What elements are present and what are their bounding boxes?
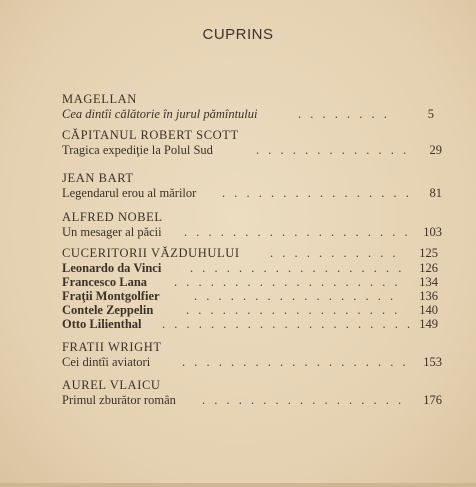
entry-page: 153 [423, 355, 442, 369]
sub-entry-label: Fraţii Montgolfier [62, 289, 160, 303]
entry-line [62, 225, 442, 240]
entry-page: 5 [427, 107, 434, 121]
toc-entry-aurel-vlaicu [62, 378, 442, 408]
sub-entry-label: Francesco Lana [62, 275, 148, 289]
dot-leader: . . . . . . . . . . . . . [256, 143, 410, 157]
sub-entry-label: Otto Lilienthal [62, 317, 142, 331]
entry-subtitle: Cei dintîi aviatori [62, 355, 151, 369]
entry-title: AUREL VLAICU [62, 378, 161, 392]
dot-leader: . . . . . . . . . . . . . . . . . . . [182, 355, 409, 369]
toc-entry-magellan [62, 92, 442, 122]
entry-subtitle: Un mesager al păcii [62, 225, 162, 239]
sub-entry [62, 317, 442, 331]
sub-entry-label: Contele Zeppelin [62, 303, 154, 317]
entry-page: 176 [423, 393, 442, 407]
toc-entry-alfred-nobel [62, 210, 442, 240]
entry-line [62, 355, 442, 370]
entry-title: JEAN BART [62, 171, 134, 185]
toc-entry-jean-bart [62, 171, 442, 201]
entry-title: FRATII WRIGHT [62, 340, 162, 354]
entry-line [62, 393, 442, 408]
entry-title: CĂPITANUL ROBERT SCOTT [62, 128, 239, 142]
sub-entry-label: Leonardo da Vinci [62, 261, 162, 275]
sub-entry-page: 136 [419, 289, 438, 303]
sub-entry [62, 261, 442, 275]
sub-entry-page: 149 [419, 317, 438, 331]
sub-entry [62, 303, 442, 317]
page-bottom-edge [0, 483, 476, 487]
sub-entry-page: 140 [419, 303, 438, 317]
dot-leader: . . . . . . . . . . . . . . . . . [202, 393, 405, 407]
entry-title: MAGELLAN [62, 92, 137, 106]
dot-leader: . . . . . . . . . . . . . . . . . [194, 289, 397, 303]
sub-entry [62, 289, 442, 303]
entry-line [62, 107, 442, 122]
entry-subtitle: Primul zburător român [62, 393, 176, 407]
entry-line [62, 186, 442, 201]
dot-leader: . . . . . . . . . . . . . . . . . . . [184, 225, 411, 239]
sub-entry [62, 275, 442, 289]
dot-leader: . . . . . . . . . . . . . . . . . . [190, 261, 405, 275]
page-heading: CUPRINS [202, 26, 274, 43]
entry-title: CUCERITORII VĂZDUHULUI [62, 246, 240, 260]
toc-entry-fratii-wright [62, 340, 442, 370]
entry-subtitle: Legendarul erou al mărilor [62, 186, 197, 200]
toc-entry-scott [62, 128, 442, 158]
toc-entry-cuceritorii [62, 246, 442, 331]
entry-subtitle: Cea dintîi călătorie în jurul pămîntului [62, 107, 258, 121]
entry-page: 29 [429, 143, 442, 157]
entry-title: ALFRED NOBEL [62, 210, 163, 224]
entry-page: 81 [429, 186, 442, 200]
sub-entry-page: 134 [419, 275, 438, 289]
entry-page: 125 [419, 246, 438, 260]
dot-leader: . . . . . . . . . . . [270, 246, 399, 260]
dot-leader: . . . . . . . . . . . . . . . . [222, 186, 412, 200]
dot-leader: . . . . . . . . . . . . . . . . . . . . . [162, 317, 414, 331]
entry-subtitle: Tragica expediţie la Polul Sud [62, 143, 213, 157]
entry-line [62, 143, 442, 158]
dot-leader: . . . . . . . . . . . . . . . . . . . [174, 275, 401, 289]
dot-leader: . . . . . . . . . . . . . . . . . . [186, 303, 401, 317]
sub-entry-page: 126 [419, 261, 438, 275]
entry-page: 103 [423, 225, 442, 239]
dot-leader: . . . . . . . . [298, 107, 390, 121]
entry-line [62, 246, 442, 261]
